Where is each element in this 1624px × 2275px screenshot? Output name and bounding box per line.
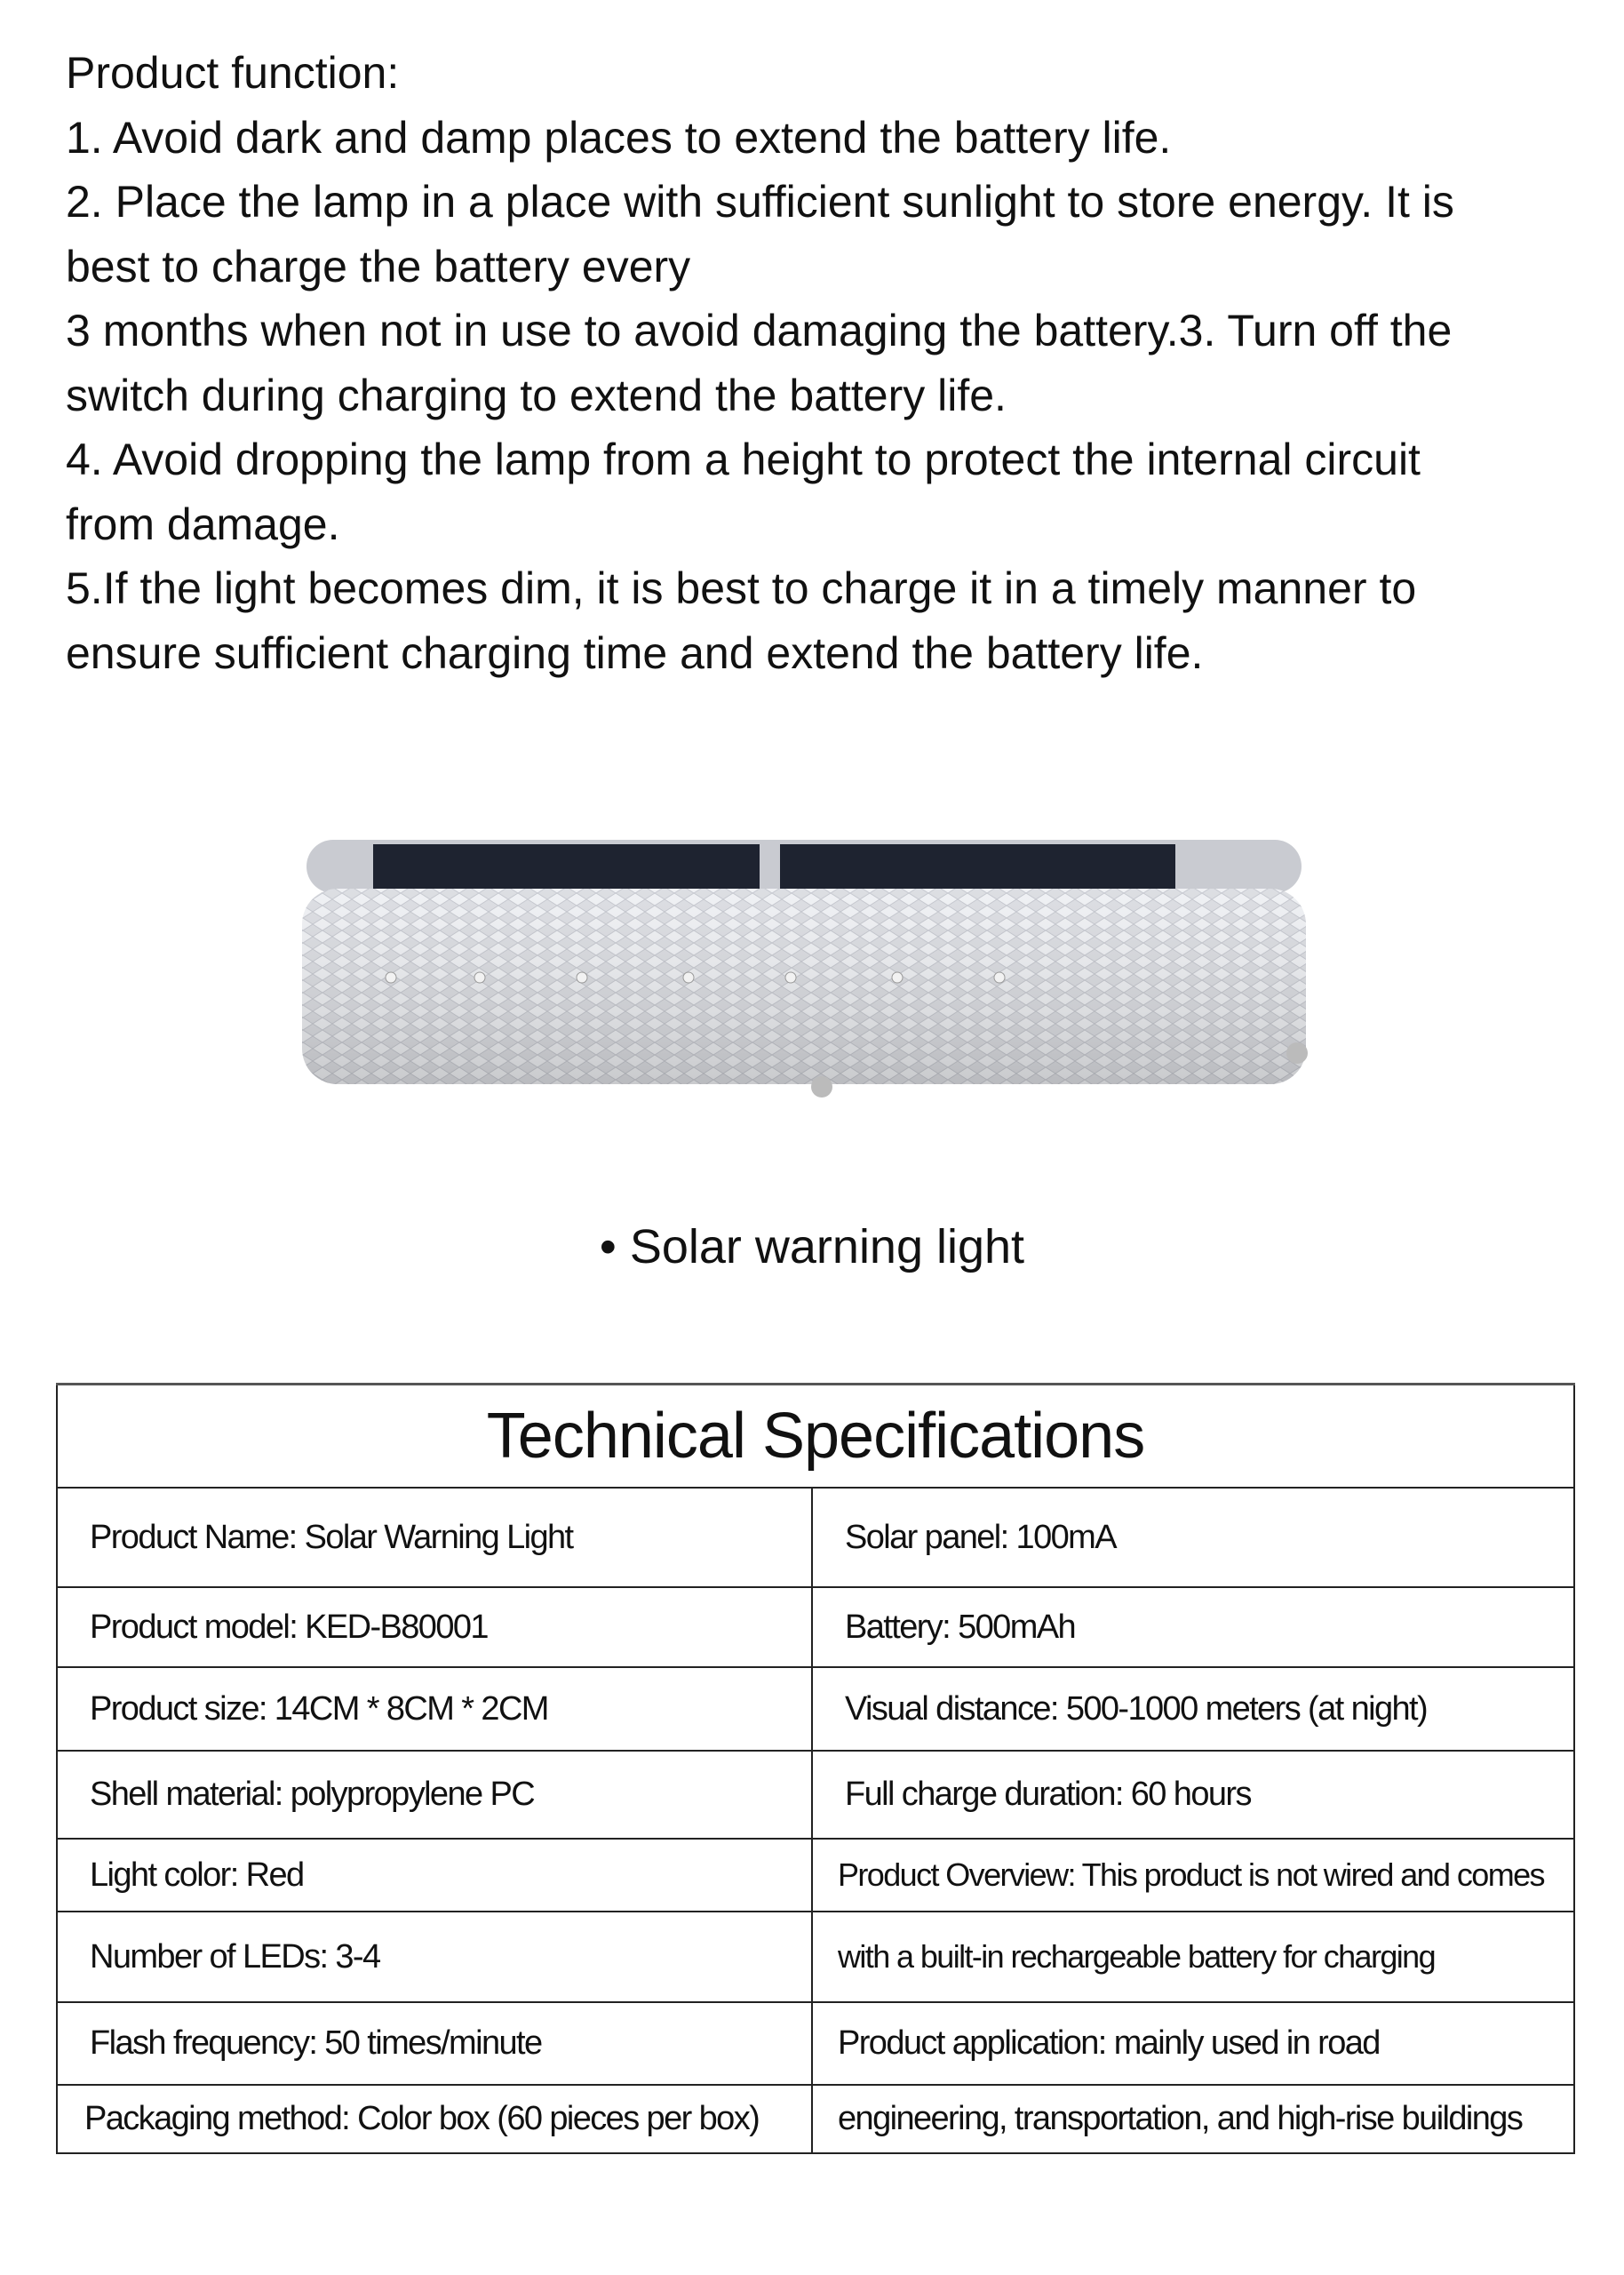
spec-cell: Battery: 500mAh: [812, 1587, 1574, 1667]
spec-cell: Solar panel: 100mA: [812, 1488, 1574, 1587]
spec-cell: Light color: Red: [57, 1839, 812, 1912]
spec-cell: with a built-in rechargeable battery for charging: [812, 1912, 1574, 2002]
spec-cell: Product size: 14CM * 8CM * 2CM: [57, 1667, 812, 1751]
table-row: [57, 1587, 1574, 1667]
table-row: [57, 1751, 1574, 1839]
function-line: 5.If the light becomes dim, it is best to charge it in a timely manner to: [66, 563, 1417, 613]
table-row: [57, 2085, 1574, 2153]
function-line: switch during charging to extend the battery life.: [66, 370, 1007, 420]
spec-cell: Visual distance: 500-1000 meters (at night): [812, 1667, 1574, 1751]
table-title: Technical Specifications: [57, 1385, 1574, 1489]
table-row: [57, 2002, 1574, 2085]
function-line: 3 months when not in use to avoid damaging the battery.3. Turn off the: [66, 306, 1453, 355]
spec-cell: Flash frequency: 50 times/minute: [57, 2002, 812, 2085]
function-line: 4. Avoid dropping the lamp from a height to protect the internal circuit: [66, 435, 1421, 484]
solar-panel-left: [373, 844, 760, 893]
spec-cell: Product Overview: This product is not wired and comes: [812, 1839, 1574, 1912]
solar-panel-right: [780, 844, 1175, 893]
spec-cell: Product Name: Solar Warning Light: [57, 1488, 812, 1587]
function-line: ensure sufficient charging time and extend the battery life.: [66, 627, 1204, 678]
spec-cell: Full charge duration: 60 hours: [812, 1751, 1574, 1839]
function-line: from damage.: [66, 499, 340, 549]
product-function-text: [66, 41, 1594, 685]
spec-cell: engineering, transportation, and high-rise buildings: [812, 2085, 1574, 2153]
spec-cell: Shell material: polypropylene PC: [57, 1751, 812, 1839]
image-caption: • Solar warning light: [599, 1220, 1025, 1273]
table-row: [57, 1488, 1574, 1587]
solar-warning-light-image: [293, 769, 1324, 1155]
table-row: [57, 1912, 1574, 2002]
table-row: [57, 1839, 1574, 1912]
function-line: best to charge the battery every: [66, 241, 691, 291]
function-line: 1. Avoid dark and damp places to extend the battery life.: [66, 112, 1172, 163]
spec-cell: Product model: KED-B80001: [57, 1587, 812, 1667]
technical-specifications-table: [56, 1383, 1575, 2154]
spec-cell: Packaging method: Color box (60 pieces per box): [57, 2085, 812, 2153]
function-line: 2. Place the lamp in a place with sufficient sunlight to store energy. It is: [66, 177, 1454, 227]
table-row: [57, 1667, 1574, 1751]
spec-cell: Product application: mainly used in road: [812, 2002, 1574, 2085]
function-heading: Product function:: [66, 48, 400, 98]
spec-cell: Number of LEDs: 3-4: [57, 1912, 812, 2002]
